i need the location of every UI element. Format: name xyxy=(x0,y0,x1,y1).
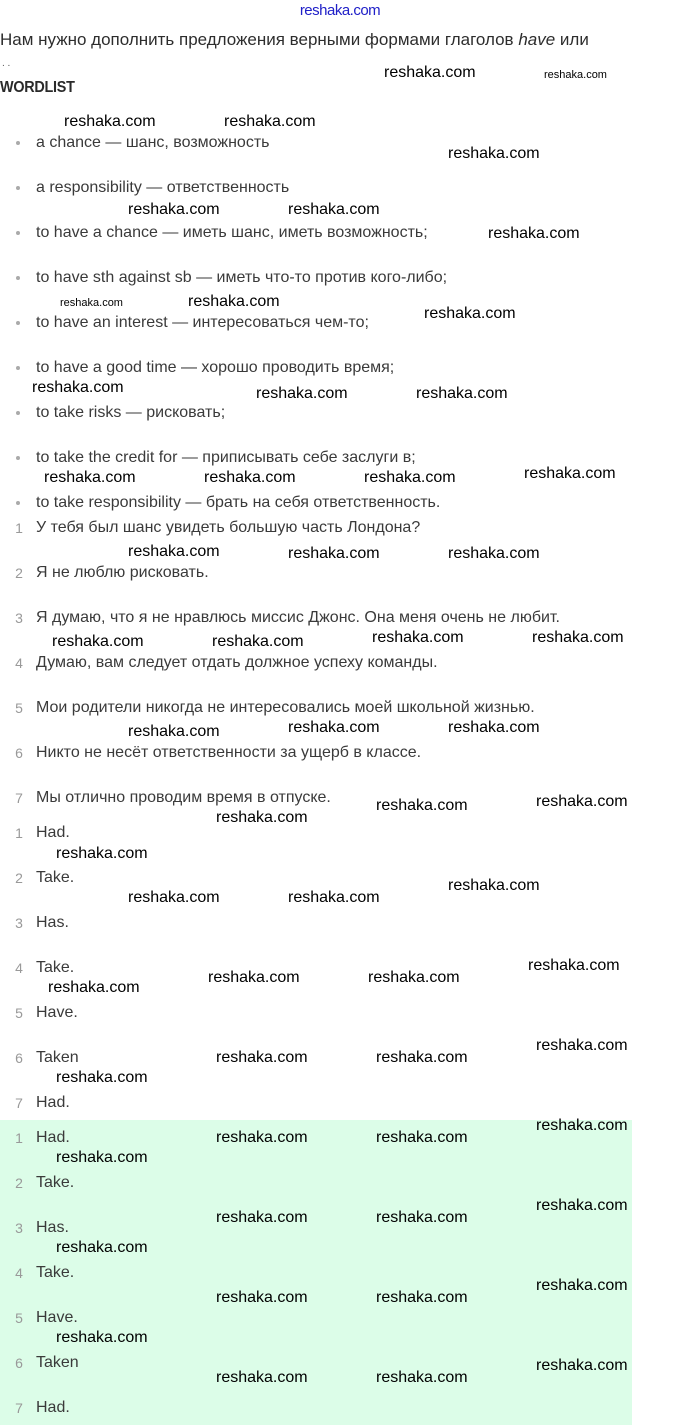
watermark: reshaka.com xyxy=(448,545,540,562)
watermark: reshaka.com xyxy=(384,64,476,81)
intro-dots: . . xyxy=(2,58,11,69)
item-number: 7 xyxy=(15,1400,23,1416)
bullet-icon xyxy=(16,411,20,415)
item-number: 3 xyxy=(15,610,23,626)
item-text: to have sth against sb — иметь что-то против кого-либо; xyxy=(36,269,448,286)
watermark: reshaka.com xyxy=(56,1239,148,1256)
item-number: 4 xyxy=(15,1265,23,1281)
watermark: reshaka.com xyxy=(216,1129,308,1146)
item-text: to have a chance — иметь шанс, иметь возможность; xyxy=(36,224,428,241)
watermark: reshaka.com xyxy=(448,877,540,894)
watermark: reshaka.com xyxy=(208,969,300,986)
intro-text-part: Нам нужно дополнить предложения верными формами глаголов xyxy=(0,30,519,49)
item-number: 2 xyxy=(15,565,23,581)
item-text: Have. xyxy=(36,1309,78,1326)
item-number: 6 xyxy=(15,745,23,761)
watermark: reshaka.com xyxy=(288,201,380,218)
watermark: reshaka.com xyxy=(204,469,296,486)
item-text: a chance — шанс, возможность xyxy=(36,134,270,151)
item-number: 3 xyxy=(15,1220,23,1236)
item-text: Taken xyxy=(36,1049,79,1066)
item-text: Мы отлично проводим время в отпуске. xyxy=(36,789,331,806)
bullet-icon xyxy=(16,501,20,505)
watermark: reshaka.com xyxy=(448,145,540,162)
site-header-link[interactable]: reshaka.com xyxy=(299,2,381,19)
watermark: reshaka.com xyxy=(536,793,628,810)
item-text: Take. xyxy=(36,1264,75,1281)
watermark: reshaka.com xyxy=(288,889,380,906)
bullet-icon xyxy=(16,276,20,280)
watermark: reshaka.com xyxy=(216,1369,308,1386)
item-number: 6 xyxy=(15,1050,23,1066)
item-text: to have an interest — интересоваться чем-то; xyxy=(36,314,369,331)
watermark: reshaka.com xyxy=(216,1049,308,1066)
item-text: Had. xyxy=(36,1094,70,1111)
bullet-icon xyxy=(16,141,20,145)
watermark: reshaka.com xyxy=(536,1117,628,1134)
item-text: Take. xyxy=(36,959,75,976)
watermark: reshaka.com xyxy=(376,797,468,814)
watermark: reshaka.com xyxy=(216,1289,308,1306)
watermark: reshaka.com xyxy=(376,1289,468,1306)
watermark: reshaka.com xyxy=(128,201,220,218)
watermark: reshaka.com xyxy=(536,1197,628,1214)
watermark: reshaka.com xyxy=(288,545,380,562)
item-number: 5 xyxy=(15,1310,23,1326)
item-number: 4 xyxy=(15,960,23,976)
item-number: 6 xyxy=(15,1355,23,1371)
item-text: Никто не несёт ответственности за ущерб в классе. xyxy=(36,744,422,761)
item-text: Has. xyxy=(36,914,69,931)
item-text: Я не люблю рисковать. xyxy=(36,564,209,581)
watermark: reshaka.com xyxy=(376,1129,468,1146)
watermark: reshaka.com xyxy=(64,113,156,130)
watermark: reshaka.com xyxy=(448,719,540,736)
watermark: reshaka.com xyxy=(44,469,136,486)
watermark: reshaka.com xyxy=(224,113,316,130)
watermark: reshaka.com xyxy=(376,1209,468,1226)
item-number: 4 xyxy=(15,655,23,671)
bullet-icon xyxy=(16,231,20,235)
item-text: Думаю, вам следует отдать должное успеху команды. xyxy=(36,654,438,671)
watermark: reshaka.com xyxy=(528,957,620,974)
intro-italic: have xyxy=(518,30,556,49)
watermark: reshaka.com xyxy=(52,633,144,650)
watermark: reshaka.com xyxy=(128,889,220,906)
watermark: reshaka.com xyxy=(60,297,123,309)
watermark: reshaka.com xyxy=(32,379,124,396)
bullet-icon xyxy=(16,366,20,370)
watermark: reshaka.com xyxy=(288,719,380,736)
watermark: reshaka.com xyxy=(56,1069,148,1086)
watermark: reshaka.com xyxy=(536,1277,628,1294)
item-text: to take risks — рисковать; xyxy=(36,404,226,421)
item-number: 2 xyxy=(15,1175,23,1191)
watermark: reshaka.com xyxy=(372,629,464,646)
watermark: reshaka.com xyxy=(56,1329,148,1346)
item-number: 2 xyxy=(15,870,23,886)
item-number: 1 xyxy=(15,520,23,536)
watermark: reshaka.com xyxy=(128,543,220,560)
intro-text-part: или xyxy=(555,30,589,49)
item-text: Had. xyxy=(36,1399,70,1416)
watermark: reshaka.com xyxy=(544,69,607,81)
watermark: reshaka.com xyxy=(128,723,220,740)
bullet-icon xyxy=(16,321,20,325)
watermark: reshaka.com xyxy=(364,469,456,486)
item-text: Have. xyxy=(36,1004,78,1021)
watermark: reshaka.com xyxy=(216,809,308,826)
item-number: 5 xyxy=(15,700,23,716)
item-text: Take. xyxy=(36,869,75,886)
item-number: 5 xyxy=(15,1005,23,1021)
watermark: reshaka.com xyxy=(216,1209,308,1226)
watermark: reshaka.com xyxy=(256,385,348,402)
watermark: reshaka.com xyxy=(48,979,140,996)
watermark: reshaka.com xyxy=(376,1049,468,1066)
watermark: reshaka.com xyxy=(376,1369,468,1386)
bullet-icon xyxy=(16,456,20,460)
item-number: 1 xyxy=(15,825,23,841)
item-number: 7 xyxy=(15,790,23,806)
item-text: Had. xyxy=(36,824,70,841)
item-text: Taken xyxy=(36,1354,79,1371)
item-text: to have a good time — хорошо проводить время; xyxy=(36,359,395,376)
item-text: Я думаю, что я не нравлюсь миссис Джонс. Она меня очень не любит. xyxy=(36,609,560,626)
item-text: Has. xyxy=(36,1219,69,1236)
watermark: reshaka.com xyxy=(188,293,280,310)
item-text: a responsibility — ответственность xyxy=(36,179,290,196)
item-text: Take. xyxy=(36,1174,75,1191)
watermark: reshaka.com xyxy=(524,465,616,482)
item-text: У тебя был шанс увидеть большую часть Лондона? xyxy=(36,519,421,536)
watermark: reshaka.com xyxy=(424,305,516,322)
watermark: reshaka.com xyxy=(416,385,508,402)
item-number: 7 xyxy=(15,1095,23,1111)
item-number: 1 xyxy=(15,1130,23,1146)
item-text: to take responsibility — брать на себя ответственность. xyxy=(36,494,441,511)
watermark: reshaka.com xyxy=(488,225,580,242)
watermark: reshaka.com xyxy=(368,969,460,986)
item-text: Had. xyxy=(36,1129,70,1146)
watermark: reshaka.com xyxy=(56,845,148,862)
wordlist-title: WORDLIST xyxy=(0,79,75,96)
watermark: reshaka.com xyxy=(212,633,304,650)
watermark: reshaka.com xyxy=(536,1037,628,1054)
item-text: to take the credit for — приписывать себе заслуги в; xyxy=(36,449,416,466)
watermark: reshaka.com xyxy=(56,1149,148,1166)
watermark: reshaka.com xyxy=(532,629,624,646)
item-text: Мои родители никогда не интересовались моей школьной жизнью. xyxy=(36,699,535,716)
intro-text xyxy=(0,30,589,50)
item-number: 3 xyxy=(15,915,23,931)
watermark: reshaka.com xyxy=(536,1357,628,1374)
bullet-icon xyxy=(16,186,20,190)
